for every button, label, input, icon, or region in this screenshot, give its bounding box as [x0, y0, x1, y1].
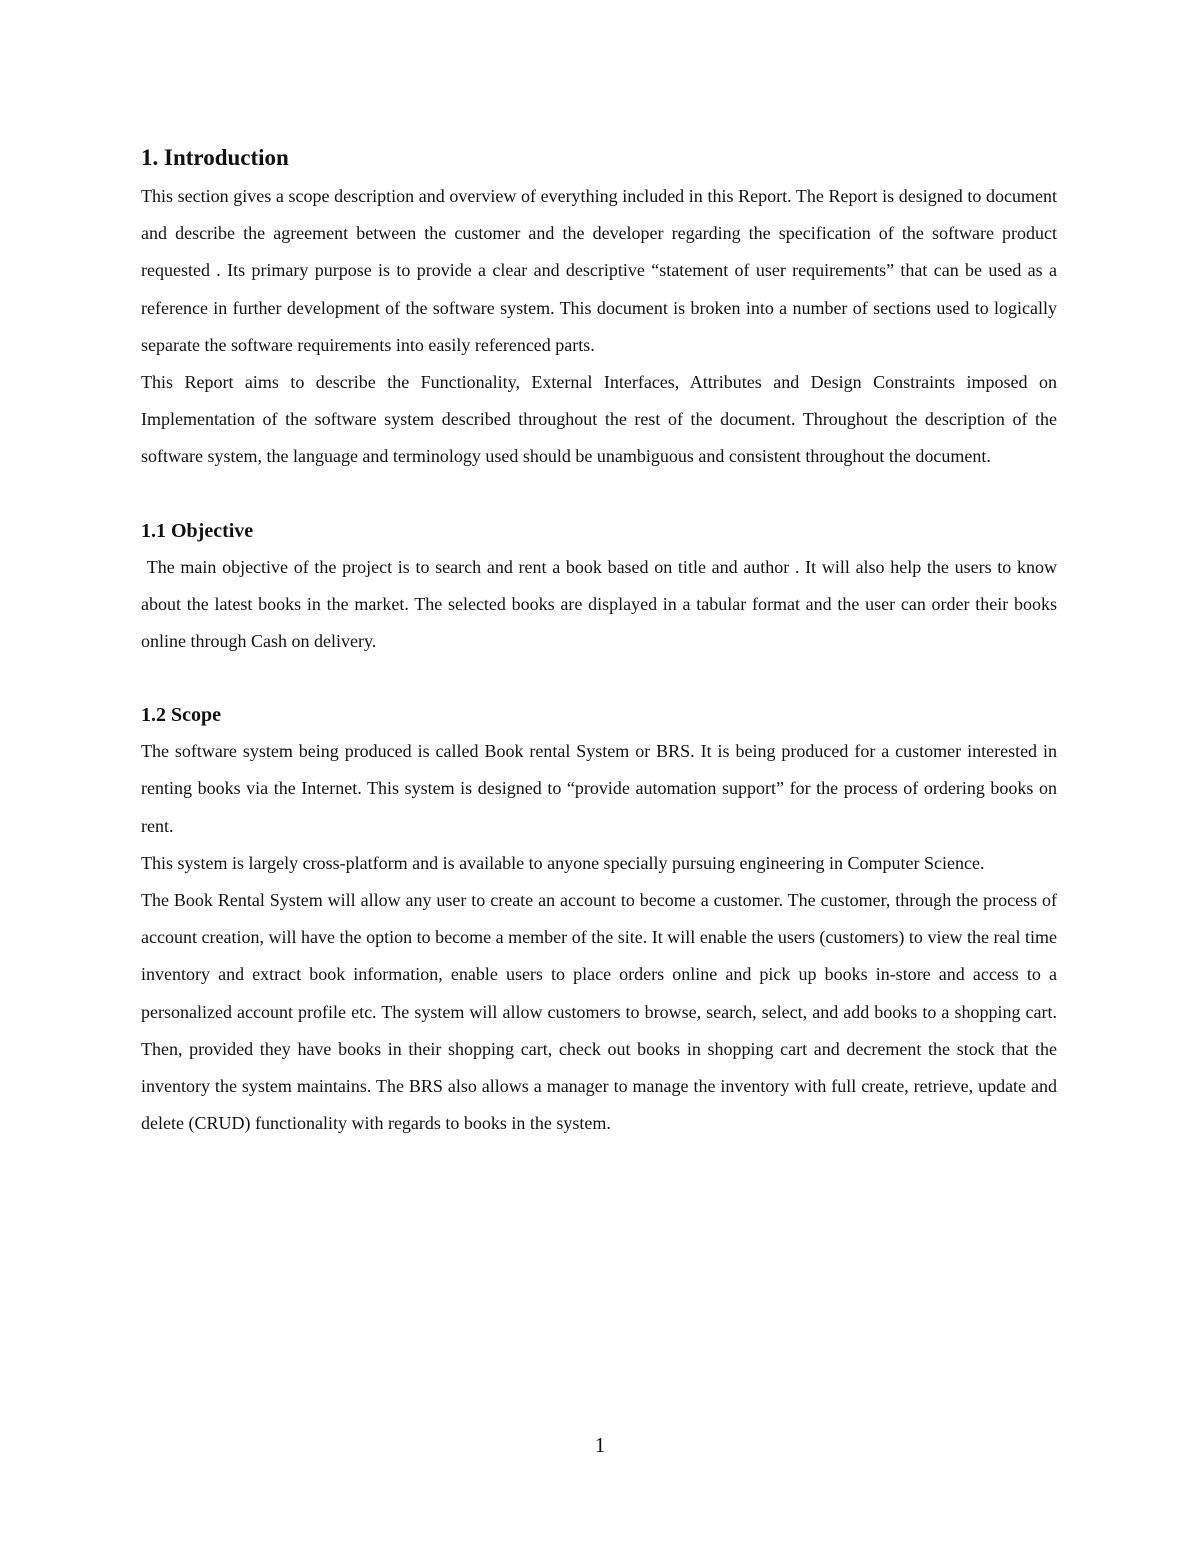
introduction-paragraph-2: This Report aims to describe the Functionality, External Interfaces, Attributes and Design Constraints imposed on Implementation of the software system described throughout the rest of the document. Throughout the description of the software system, the language and terminology used should be unambiguous and consistent throughout the document. — [141, 372, 1057, 467]
section-heading-introduction: 1. Introduction — [141, 145, 289, 170]
section-spacer — [141, 476, 1057, 513]
section-spacer — [141, 660, 1057, 697]
page-number: 1 — [594, 1433, 606, 1457]
scope-paragraph-3: The Book Rental System will allow any user to create an account to become a customer. The customer, through the process of account creation, will have the option to become a member of the site. It will enable the users (customers) to view the real time inventory and extract book information, enable users to place orders online and pick up books in-store and access to a personalized account profile etc. The system will allow customers to browse, search, select, and add books to a shopping cart. Then, provided they have books in their shopping cart, check out books in shopping cart and decrement the stock that the inventory the system maintains. The BRS also allows a manager to manage the inventory with full create, retrieve, update and delete (CRUD) functionality with regards to books in the system. — [141, 890, 1057, 1134]
scope-paragraph-2: This system is largely cross-platform and is available to anyone specially pursuing engineering in Computer Science. — [141, 852, 985, 873]
section-heading-objective: 1.1 Objective — [141, 519, 254, 542]
scope-paragraph-1: The software system being produced is called Book rental System or BRS. It is being produced for a customer interested in renting books via the Internet. This system is designed to “provide automation support” for the process of ordering books on rent. — [141, 741, 1057, 836]
objective-paragraph-1: The main objective of the project is to search and rent a book based on title and author . It will also help the users to know about the latest books in the market. The selected books are displayed in a tabular format and the user can order their books online through Cash on delivery. — [141, 556, 1062, 652]
document-body — [141, 140, 1062, 1142]
introduction-paragraph-1: This section gives a scope description and overview of everything included in this Report. The Report is designed to document and describe the agreement between the customer and the developer regarding the specification of the software product requested . Its primary purpose is to provide a clear and descriptive “statement of user requirements” that can be used as a reference in further development of the software system. This document is broken into a number of sections used to logically separate the software requirements into easily referenced parts. — [141, 186, 1057, 355]
section-heading-scope: 1.2 Scope — [141, 704, 221, 727]
